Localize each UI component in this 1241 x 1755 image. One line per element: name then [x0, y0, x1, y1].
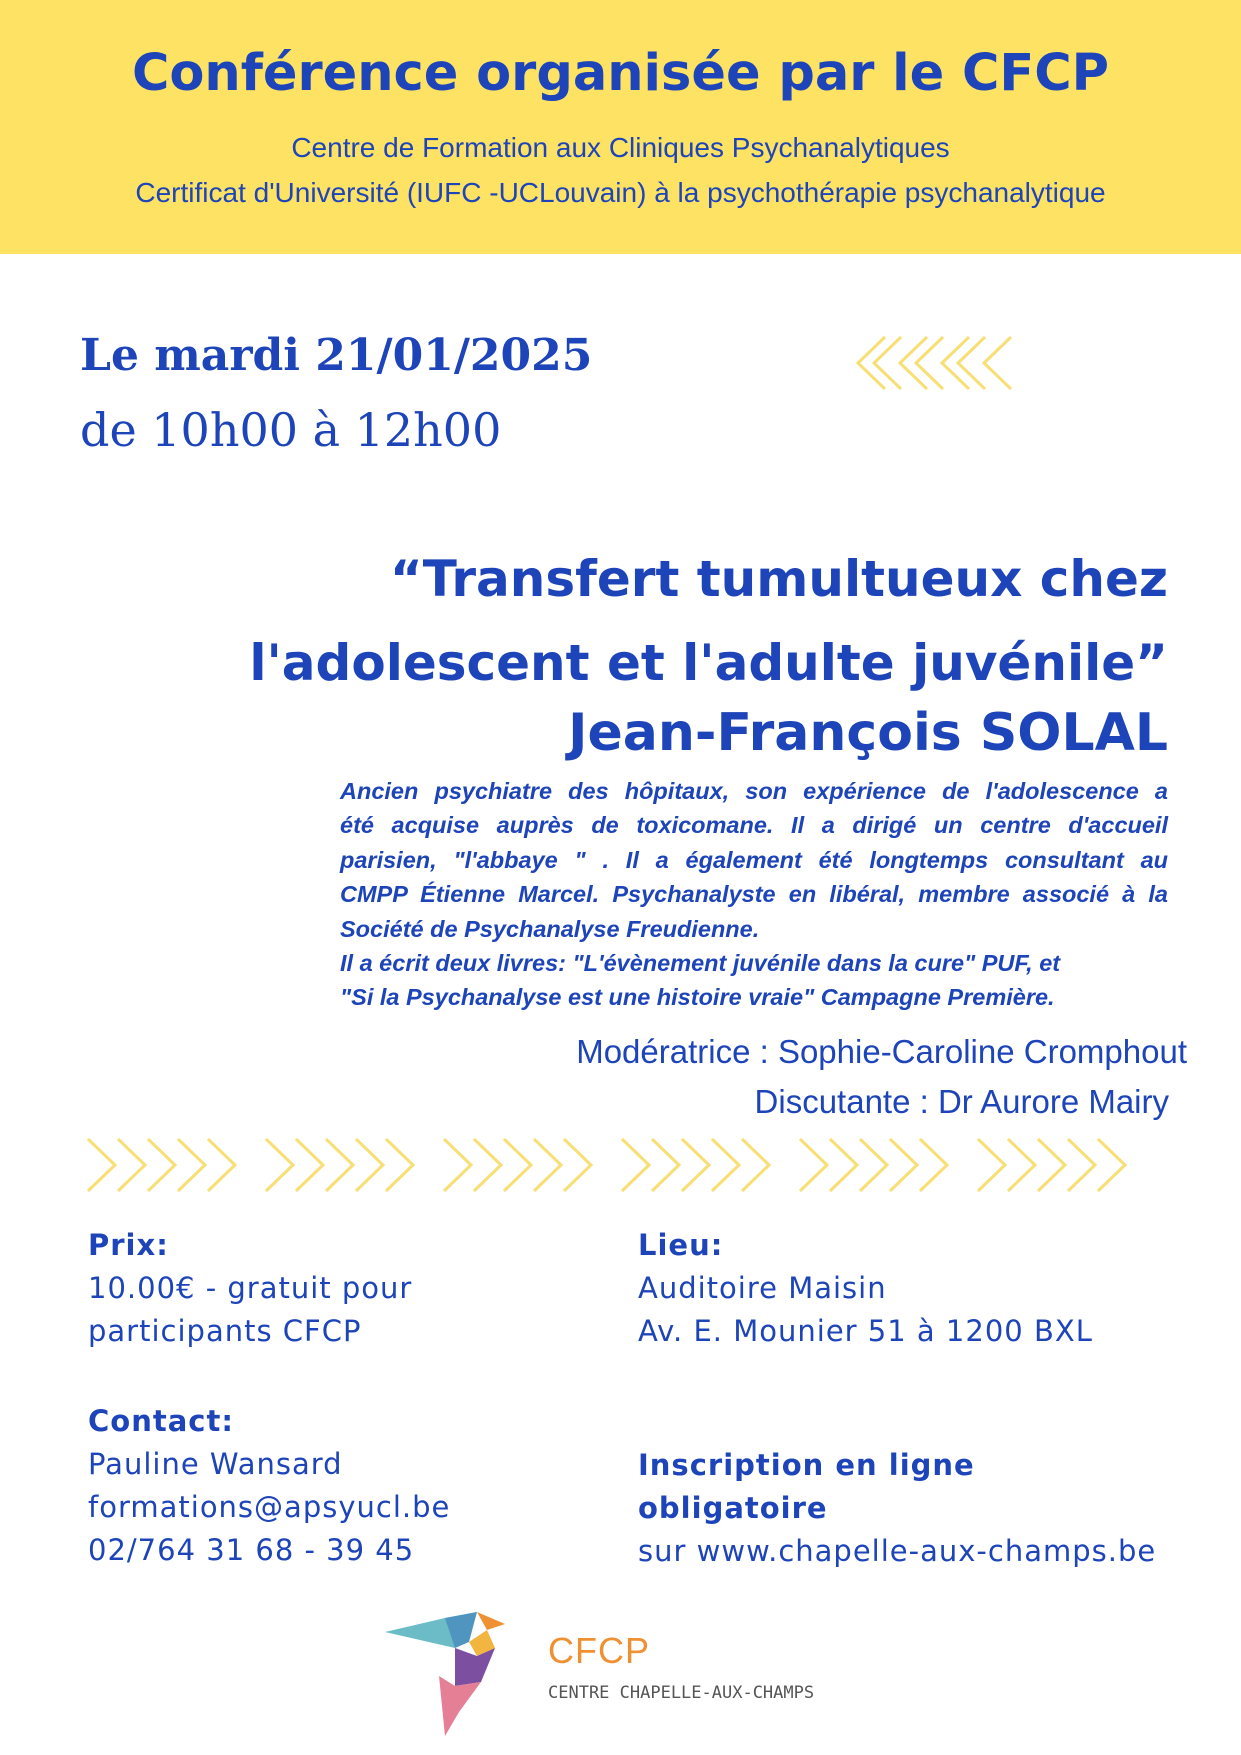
inscription-label-1: Inscription en ligne — [638, 1448, 975, 1482]
chevron-right-icon — [1008, 1139, 1035, 1191]
chevron-right-icon — [504, 1139, 531, 1191]
inscription-block — [638, 1444, 1156, 1573]
chevron-right-icon — [88, 1139, 115, 1191]
speaker-name: Jean-François SOLAL — [568, 703, 1168, 763]
event-date: Le mardi 21/01/2025 — [80, 330, 593, 381]
center-name: Centre de Formation aux Cliniques Psychanalytiques — [291, 132, 950, 163]
chevron-right-icon — [148, 1139, 175, 1191]
chevron-right-icon — [860, 1139, 887, 1191]
chevron-right-icon — [266, 1139, 293, 1191]
logo-subtitle: CENTRE CHAPELLE-AUX-CHAMPS — [548, 1683, 815, 1703]
chevron-right-icon — [296, 1139, 323, 1191]
chevron-right-icon — [564, 1139, 591, 1191]
chevron-right-icon — [474, 1139, 501, 1191]
bio-line: "Si la Psychanalyse est une histoire vraie" Campagne Première. — [340, 984, 1055, 1011]
chevron-right-icon — [682, 1139, 709, 1191]
bio-line: Il a écrit deux livres: "L'évènement juvénile dans la cure" PUF, et — [340, 950, 1061, 977]
chevron-right-icon — [622, 1139, 649, 1191]
chevron-right-icon — [444, 1139, 471, 1191]
logo-name: CFCP — [548, 1630, 650, 1671]
chevron-right-icon — [118, 1139, 145, 1191]
bio-line: Société de Psychanalyse Freudienne. — [340, 915, 760, 942]
chevron-right-icon — [712, 1139, 739, 1191]
chevron-right-icon — [800, 1139, 827, 1191]
chevron-right-icon — [978, 1139, 1005, 1191]
bio-line: CMPP Étienne Marcel. Psychanalyste en libéral, membre associé à la — [340, 881, 1168, 908]
event-time: de 10h00 à 12h00 — [80, 403, 502, 457]
chevron-right-icon — [1038, 1139, 1065, 1191]
chevron-right-icon — [1098, 1139, 1125, 1191]
chevron-right-icon — [534, 1139, 561, 1191]
chevron-right-icon — [742, 1139, 769, 1191]
talk-title — [168, 537, 1168, 705]
header-banner — [0, 0, 1241, 254]
price-label: Prix: — [88, 1228, 169, 1262]
place-line-2: Av. E. Mounier 51 à 1200 BXL — [638, 1314, 1093, 1348]
place-label: Lieu: — [638, 1228, 724, 1262]
place-block — [638, 1224, 1093, 1353]
conference-title: Conférence organisée par le CFCP — [131, 44, 1110, 103]
chevron-right-icon — [920, 1139, 947, 1191]
talk-title-line-1: “Transfert tumultueux chez — [389, 550, 1168, 608]
inscription-url[interactable]: sur www.chapelle-aux-champs.be — [638, 1534, 1157, 1568]
price-block — [88, 1224, 412, 1353]
talk-title-line-2: l'adolescent et l'adulte juvénile” — [249, 634, 1168, 692]
price-line-1: 10.00€ - gratuit pour — [88, 1271, 413, 1305]
chevron-right-icon — [890, 1139, 917, 1191]
chevrons-right-icon — [86, 1136, 1146, 1194]
inscription-label-2: obligatoire — [638, 1491, 828, 1525]
contact-label: Contact: — [88, 1404, 234, 1438]
chevron-right-icon — [178, 1139, 205, 1191]
chevron-right-icon — [356, 1139, 383, 1191]
place-line-1: Auditoire Maisin — [638, 1271, 887, 1305]
chevron-right-icon — [830, 1139, 857, 1191]
chevron-right-icon — [208, 1139, 235, 1191]
chevrons-left-icon — [855, 334, 1015, 392]
contact-block — [88, 1400, 450, 1572]
price-line-2: participants CFCP — [88, 1314, 362, 1348]
speaker-bio — [340, 774, 1168, 1015]
chevron-right-icon — [386, 1139, 413, 1191]
bio-line: Ancien psychiatre des hôpitaux, son expérience de l'adolescence a — [340, 778, 1168, 804]
bio-line: parisien, "l'abbaye " . Il a également été longtemps consultant au — [340, 846, 1168, 873]
chevron-right-icon — [652, 1139, 679, 1191]
discussant: Discutante : Dr Aurore Mairy — [754, 1083, 1169, 1120]
contact-email[interactable]: formations@apsyucl.be — [88, 1490, 451, 1524]
moderator: Modératrice : Sophie-Caroline Cromphout — [576, 1033, 1187, 1070]
bio-line: été acquise auprès de toxicomane. Il a dirigé un centre d'accueil — [340, 812, 1168, 839]
contact-name: Pauline Wansard — [88, 1447, 343, 1481]
certificate-line: Certificat d'Université (IUFC -UCLouvain) à la psychothérapie psychanalytique — [135, 177, 1106, 208]
chevron-right-icon — [1068, 1139, 1095, 1191]
chevron-right-icon — [326, 1139, 353, 1191]
contact-phone: 02/764 31 68 - 39 45 — [88, 1533, 415, 1567]
cfcp-bird-logo-icon — [385, 1612, 525, 1742]
